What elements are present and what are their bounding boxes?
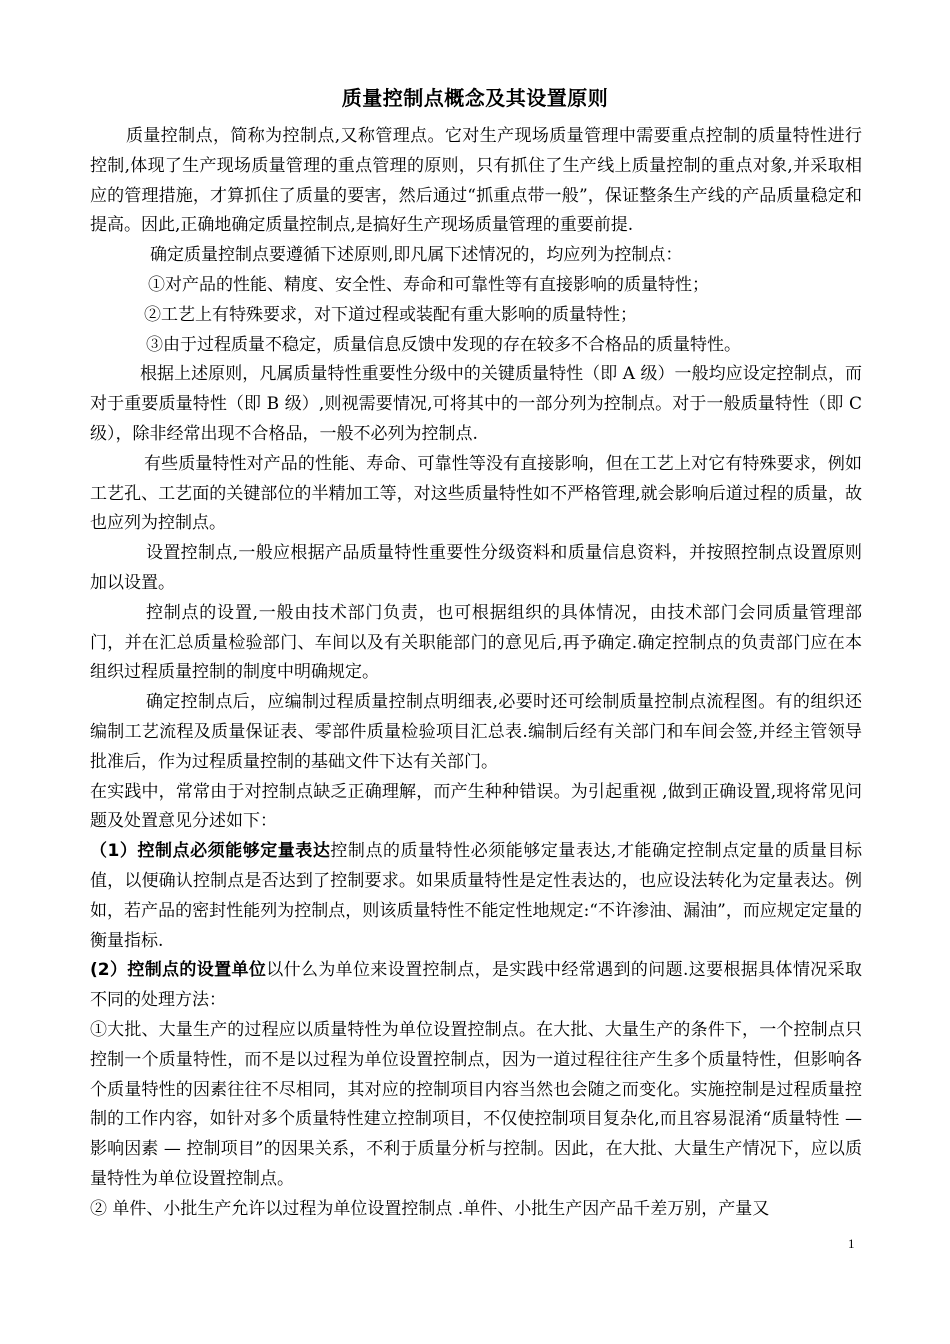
paragraph-special-requirements: 有些质量特性对产品的性能、寿命、可靠性等没有直接影响，但在工艺上对它有特殊要求，例如工艺孔、工艺面的关键部位的半精加工等，对这些质量特性如不严格管理,就会影响后道过程的质量，故也应列为控制点。	[90, 453, 862, 534]
paragraph-definition: 质量控制点，简称为控制点,又称管理点。它对生产现场质量管理中需要重点控制的质量特性进行控制,体现了生产现场质量管理的重点管理的原则，只有抓住了生产线上质量控制的重点对象,并采取相应的管理措施，才算抓住了质量的要害，然后通过“抓重点带一般”，保证整条生产线的产品质量稳定和提高。因此,正确地确定质量控制点,是搞好生产现场质量管理的重要前提.	[90, 126, 862, 236]
paragraph-responsibility: 控制点的设置,一般由技术部门负责，也可根据组织的具体情况，由技术部门会同质量管理部门，并在汇总质量检验部门、车间以及有关职能部门的意见后,再予确定.确定控制点的负责部门应在本组织过程质量控制的制度中明确规定。	[90, 602, 862, 683]
section-text-quantitative: 控制点的质量特性必须能够定量表达,才能确定控制点定量的质量目标值，以便确认控制点是否达到了控制要求。如果质量特性是定性表达的，也应设法转化为定量表达。例如，若产品的密封性能列为控制点，则该质量特性不能定性地规定:“不许渗油、漏油”，而应规定定量的衡量指标.	[90, 841, 862, 951]
paragraph-common-issues: 在实践中，常常由于对控制点缺乏正确理解，而产生种种错误。为引起重视 ,做到正确设置,现将常见问题及处置意见分述如下：	[90, 781, 862, 832]
principle-item-3: ③由于过程质量不稳定，质量信息反馈中发现的存在较多不合格品的质量特性。	[146, 334, 741, 355]
section-quantitative	[90, 837, 862, 956]
section-heading-unit: (2）控制点的设置单位	[90, 960, 267, 981]
paragraph-principles-intro: 确定质量控制点要遵循下述原则,即凡属下述情况的，均应列为控制点：	[150, 245, 683, 266]
principle-item-2: ②工艺上有特殊要求，对下道过程或装配有重大影响的质量特性；	[144, 304, 637, 325]
principle-item-1: ①对产品的性能、精度、安全性、寿命和可靠性等有直接影响的质量特性；	[148, 274, 709, 295]
section-heading-quantitative: （1）控制点必须能够定量表达	[90, 841, 331, 862]
paragraph-grading: 根据上述原则，凡属质量特性重要性分级中的关键质量特性（即 A 级）一般均应设定控制点，而对于重要质量特性（即 B 级）,则视需要情况,可将其中的一部分列为控制点。对于一般质量特性（即 C 级），除非经常出现不合格品，一般不必列为控制点.	[90, 364, 862, 444]
unit-item-mass-production: ①大批、大量生产的过程应以质量特性为单位设置控制点。在大批、大量生产的条件下，一个控制点只控制一个质量特性，而不是以过程为单位设置控制点，因为一道过程往往产生多个质量特性，但影响各个质量特性的因素往往不尽相同，其对应的控制项目内容当然也会随之而变化。实施控制是过程质量控制的工作内容，如针对多个质量特性建立控制项目，不仅使控制项目复杂化,而且容易混淆“质量特性 — 影响因素 — 控制项目”的因果关系，不利于质量分析与控制。因此，在大批、大量生产情况下，应以质量特性为单位设置控制点。	[90, 1019, 862, 1189]
unit-item-small-batch: ② 单件、小批生产允许以过程为单位设置控制点 .单件、小批生产因产品千差万别，产量又	[90, 1198, 770, 1219]
document-body	[90, 122, 862, 1224]
paragraph-setup-basis: 设置控制点,一般应根据产品质量特性重要性分级资料和质量信息资料，并按照控制点设置原则加以设置。	[90, 543, 862, 593]
section-text-unit: 以什么为单位来设置控制点，是实践中经常遇到的问题.这要根据具体情况采取不同的处理方法：	[90, 960, 862, 1011]
paragraph-control-list: 确定控制点后，应编制过程质量控制点明细表,必要时还可绘制质量控制点流程图。有的组织还编制工艺流程及质量保证表、零部件质量检验项目汇总表.编制后经有关部门和车间会签,并经主管领导批准后，作为过程质量控制的基础文件下达有关部门。	[90, 692, 862, 772]
page-number: 1	[848, 1236, 855, 1251]
section-unit	[90, 956, 862, 1016]
document-title: 质量控制点概念及其设置原则	[341, 86, 609, 110]
